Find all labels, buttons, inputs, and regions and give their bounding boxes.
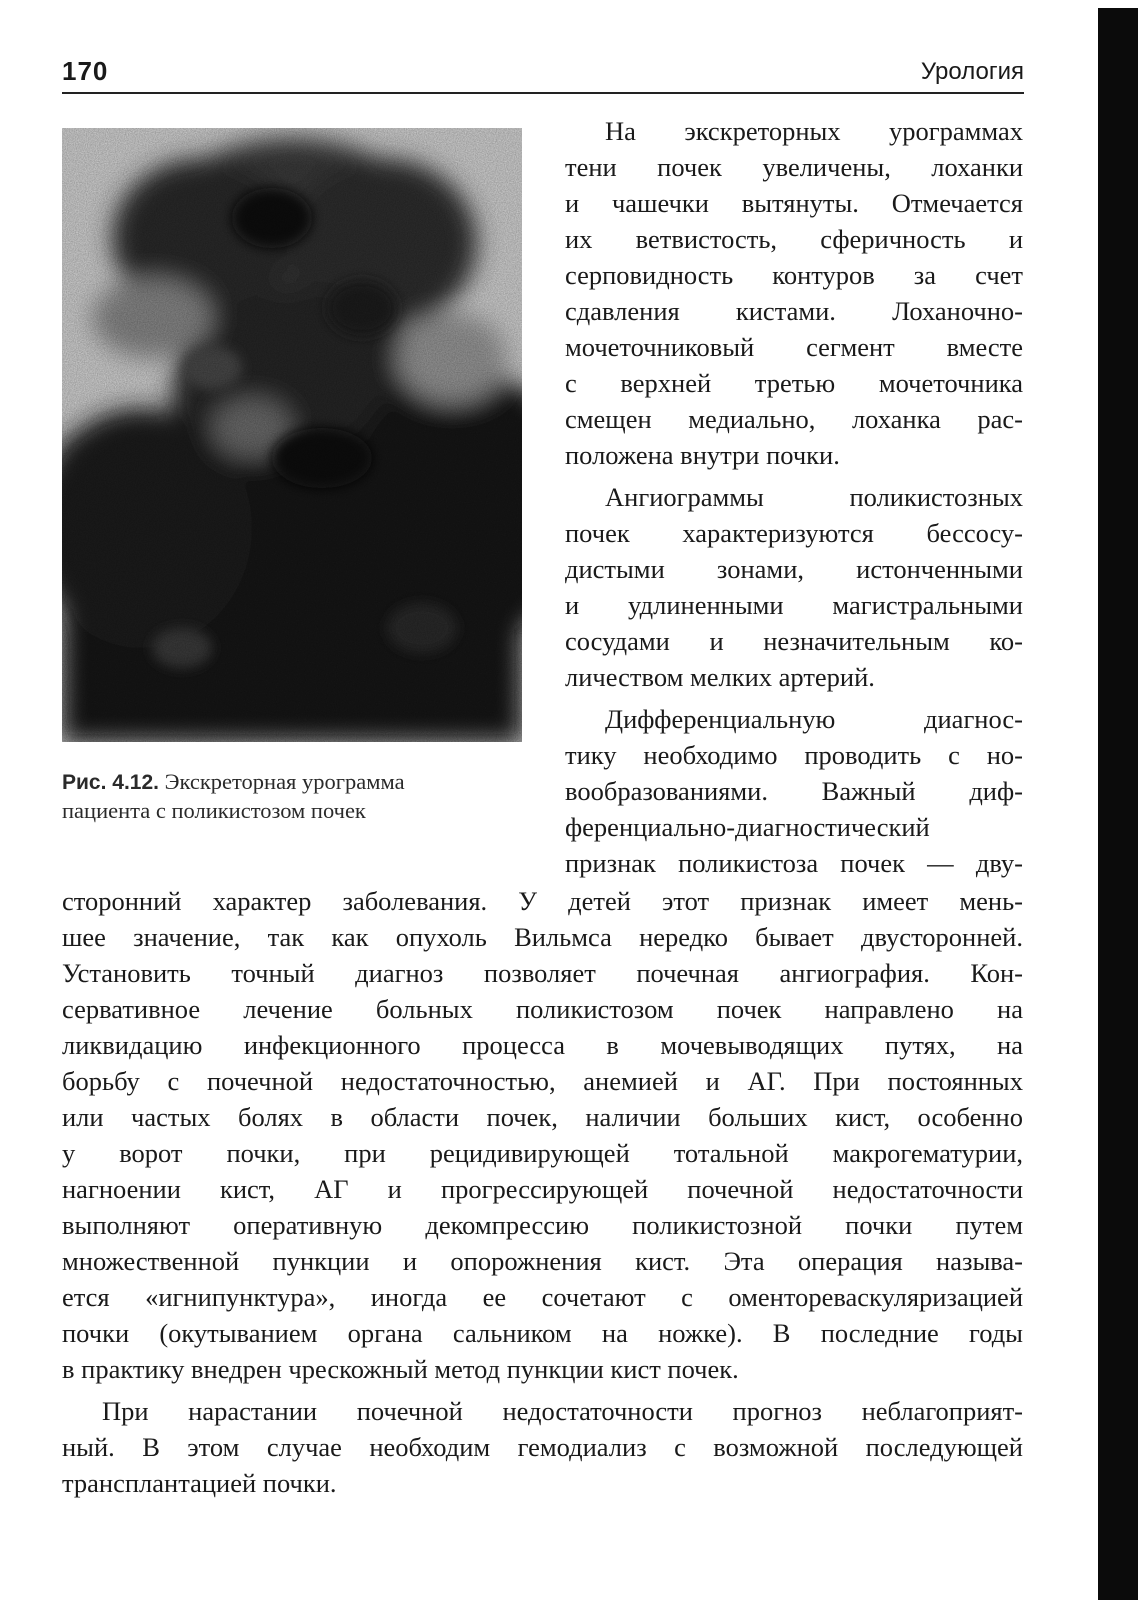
text-line: признак поликистоза почек — дву- <box>565 848 1023 878</box>
text-line: или частых болях в области почек, наличии больших кист, особенно <box>62 1102 1023 1132</box>
scan-edge-bar <box>1098 8 1138 1600</box>
urogram-image <box>62 128 522 742</box>
text-line: с верхней третью мочеточника <box>565 368 1023 398</box>
urogram-figure <box>62 128 522 742</box>
text-line: трансплантацией почки. <box>62 1468 337 1498</box>
text-line: почки (окутыванием органа сальником на ножке). В последние годы <box>62 1318 1023 1348</box>
text-line: почек характеризуются бессосу- <box>565 518 1023 548</box>
text-line: тени почек увеличены, лоханки <box>565 152 1023 182</box>
page-number: 170 <box>62 56 109 86</box>
text-line: сосудами и незначительным ко- <box>565 626 1023 656</box>
text-line: ликвидацию инфекционного процесса в мочевыводящих путях, на <box>62 1030 1023 1060</box>
figure-label: Рис. 4.12. <box>62 771 159 794</box>
text-line: При нарастании почечной недостаточности прогноз неблагоприят- <box>102 1396 1023 1426</box>
page-header <box>62 52 1024 94</box>
caption-line: пациента с поликистозом почек <box>62 798 366 823</box>
caption-line: Экскреторная урограмма <box>164 769 405 794</box>
text-line: борьбу с почечной недостаточностью, анемией и АГ. При постоянных <box>62 1066 1023 1096</box>
text-line: ференциально-диагностический <box>565 812 930 842</box>
text-line: и чашечки вытянуты. Отмечается <box>565 188 1023 218</box>
text-line: ный. В этом случае необходим гемодиализ с возможной последующей <box>62 1432 1023 1462</box>
text-line: сдавления кистами. Лоханочно- <box>565 296 1023 326</box>
text-line: в практику внедрен чрескожный метод пункции кист почек. <box>62 1354 739 1384</box>
text-line: множественной пункции и опорожнения кист. Эта операция называ- <box>62 1246 1023 1276</box>
text-line: мочеточниковый сегмент вместе <box>565 332 1023 362</box>
text-line: у ворот почки, при рецидивирующей тотальной макрогематурии, <box>62 1138 1023 1168</box>
text-line: Ангиограммы поликистозных <box>605 482 1023 512</box>
text-line: сервативное лечение больных поликистозом почек направлено на <box>62 994 1023 1024</box>
text-line: сторонний характер заболевания. У детей этот признак имеет мень- <box>62 886 1023 916</box>
figure-caption <box>62 768 532 825</box>
text-line: их ветвистость, сферичность и <box>565 224 1023 254</box>
text-line: выполняют оперативную декомпрессию поликистозной почки путем <box>62 1210 1023 1240</box>
text-line: На экскреторных урограммах <box>605 116 1023 146</box>
text-line: дистыми зонами, истонченными <box>565 554 1023 584</box>
text-line: личеством мелких артерий. <box>565 662 875 692</box>
running-title: Урология <box>920 58 1024 85</box>
text-line: тику необходимо проводить с но- <box>565 740 1023 770</box>
text-line: и удлиненными магистральными <box>565 590 1023 620</box>
text-line: вообразованиями. Важный диф- <box>565 776 1023 806</box>
text-line: шее значение, так как опухоль Вильмса нередко бывает двусторонней. <box>62 922 1023 952</box>
text-line: ется «игнипунктура», иногда ее сочетают с оментореваскуляризацией <box>62 1282 1023 1312</box>
text-line: смещен медиально, лоханка рас- <box>565 404 1023 434</box>
text-line: нагноении кист, АГ и прогрессирующей почечной недостаточности <box>62 1174 1023 1204</box>
text-line: Дифференциальную диагнос- <box>605 704 1023 734</box>
text-line: положена внутри почки. <box>565 440 840 470</box>
text-line: серповидность контуров за счет <box>565 260 1023 290</box>
text-line: Установить точный диагноз позволяет почечная ангиография. Кон- <box>62 958 1023 988</box>
